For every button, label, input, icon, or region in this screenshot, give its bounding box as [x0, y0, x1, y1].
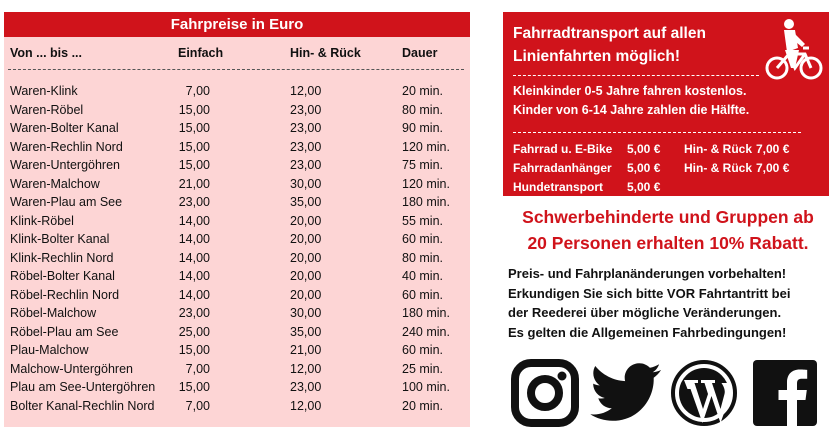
duration-cell: 180 min.: [402, 306, 450, 320]
table-row: [4, 249, 470, 268]
table-row: [4, 193, 470, 212]
notice-line: Es gelten die Allgemeinen Fahrbedingungen!: [508, 324, 787, 340]
route-cell: Klink-Rechlin Nord: [10, 250, 114, 265]
discount-line1: Schwerbehinderte und Gruppen ab: [522, 207, 814, 227]
return-price-cell: 30,00: [290, 306, 322, 320]
notice-line: der Reederei über mögliche Veränderungen.: [508, 305, 782, 320]
table-row: [4, 323, 470, 342]
single-price-cell: 15,00: [178, 102, 210, 117]
header-duration: Dauer: [402, 46, 438, 60]
duration-cell: 60 min.: [402, 232, 443, 246]
duration-cell: 80 min.: [402, 102, 443, 117]
child-info: Kinder von 6-14 Jahre zahlen die Hälfte.: [513, 103, 750, 117]
route-cell: Röbel-Malchow: [10, 306, 97, 320]
route-cell: Bolter Kanal-Rechlin Nord: [10, 398, 155, 413]
duration-cell: 80 min.: [402, 250, 443, 265]
single-price-cell: 23,00: [178, 195, 210, 209]
route-cell: Plau-Malchow: [10, 343, 89, 357]
route-cell: Klink-Bolter Kanal: [10, 232, 110, 246]
box-divider: [513, 132, 801, 133]
single-price-cell: 7,00: [185, 84, 210, 98]
table-row: [4, 101, 470, 120]
return-price-cell: 35,00: [290, 195, 322, 209]
route-cell: Waren-Klink: [10, 84, 78, 98]
table-row: [4, 304, 470, 323]
route-cell: Röbel-Rechlin Nord: [10, 287, 120, 302]
duration-cell: 60 min.: [402, 287, 443, 302]
route-cell: Waren-Bolter Kanal: [10, 121, 119, 135]
bike-transport-title-line2: Linienfahrten möglich!: [513, 48, 681, 65]
duration-cell: 120 min.: [402, 176, 450, 191]
duration-cell: 120 min.: [402, 139, 450, 154]
route-cell: Waren-Untergöhren: [10, 158, 121, 172]
duration-cell: 25 min.: [402, 361, 443, 376]
return-price-cell: 21,00: [290, 343, 322, 357]
route-cell: Klink-Röbel: [10, 213, 74, 228]
return-price-cell: 23,00: [290, 102, 322, 117]
route-cell: Plau am See-Untergöhren: [10, 380, 156, 394]
return-price-cell: 30,00: [290, 176, 322, 191]
single-price-cell: 14,00: [178, 269, 210, 283]
table-row: [4, 138, 470, 157]
bike-return-label: Hin- & Rück: [684, 142, 753, 156]
notice-line: Preis- und Fahrplanänderungen vorbehalten!: [508, 266, 787, 281]
table-row: [4, 267, 470, 286]
duration-cell: 40 min.: [402, 269, 443, 283]
table-row: [4, 230, 470, 249]
return-price-cell: 12,00: [290, 361, 322, 376]
trailer-price: 5,00 €: [627, 161, 661, 175]
route-cell: Malchow-Untergöhren: [10, 361, 133, 376]
single-price-cell: 23,00: [178, 306, 210, 320]
single-price-cell: 21,00: [178, 176, 210, 191]
table-row: [4, 156, 470, 175]
wordpress-icon[interactable]: [670, 358, 738, 428]
duration-cell: 75 min.: [402, 158, 443, 172]
twitter-icon[interactable]: [589, 358, 663, 428]
route-cell: Waren-Plau am See: [10, 195, 123, 209]
toddler-info: Kleinkinder 0-5 Jahre fahren kostenlos.: [513, 84, 747, 98]
bike-price: 5,00 €: [627, 142, 661, 156]
trailer-price-label: Fahrradanhänger: [513, 161, 612, 175]
dog-price-label: Hundetransport: [513, 180, 603, 194]
duration-cell: 180 min.: [402, 195, 450, 209]
route-cell: Röbel-Plau am See: [10, 324, 119, 339]
price-rows: [4, 82, 470, 415]
route-cell: Waren-Malchow: [10, 176, 100, 191]
return-price-cell: 20,00: [290, 287, 322, 302]
return-price-cell: 20,00: [290, 232, 322, 246]
table-row: [4, 286, 470, 305]
route-cell: Waren-Röbel: [10, 102, 84, 117]
single-price-cell: 7,00: [185, 361, 210, 376]
table-row: [4, 175, 470, 194]
return-price-cell: 23,00: [290, 121, 322, 135]
instagram-icon[interactable]: [511, 358, 579, 428]
box-divider: [513, 75, 759, 76]
table-row: [4, 119, 470, 138]
single-price-cell: 14,00: [178, 250, 210, 265]
price-table: [4, 12, 470, 427]
table-row: [4, 378, 470, 397]
return-price-cell: 12,00: [290, 398, 322, 413]
return-price-cell: 20,00: [290, 213, 322, 228]
header-single: Einfach: [178, 46, 224, 60]
return-price-cell: 35,00: [290, 324, 322, 339]
header-divider: [8, 69, 464, 70]
duration-cell: 20 min.: [402, 84, 443, 98]
bike-return-price: 7,00 €: [756, 142, 790, 156]
single-price-cell: 14,00: [178, 287, 210, 302]
bike-price-label: Fahrrad u. E-Bike: [513, 142, 613, 156]
duration-cell: 55 min.: [402, 213, 443, 228]
price-table-title: Fahrpreise in Euro: [4, 12, 470, 37]
bike-transport-title-line1: Fahrradtransport auf allen: [513, 25, 706, 42]
duration-cell: 240 min.: [402, 324, 450, 339]
bike-transport-title: [513, 22, 706, 68]
duration-cell: 100 min.: [402, 380, 450, 394]
return-price-cell: 12,00: [290, 84, 322, 98]
notice-line: Erkundigen Sie sich bitte VOR Fahrtantritt bei: [508, 285, 791, 301]
change-notice: [508, 264, 830, 342]
table-row: [4, 212, 470, 231]
return-price-cell: 23,00: [290, 380, 322, 394]
header-route: Von ... bis ...: [10, 46, 82, 60]
single-price-cell: 15,00: [178, 343, 210, 357]
single-price-cell: 15,00: [178, 380, 210, 394]
discount-notice: [507, 204, 829, 256]
duration-cell: 20 min.: [402, 398, 443, 413]
table-row: [4, 397, 470, 416]
table-row: [4, 360, 470, 379]
return-price-cell: 20,00: [290, 269, 322, 283]
bike-transport-box: [503, 12, 829, 196]
cyclist-icon: [765, 18, 823, 82]
trailer-return-price: 7,00 €: [756, 161, 790, 175]
single-price-cell: 7,00: [185, 398, 210, 413]
dog-price: 5,00 €: [627, 180, 661, 194]
duration-cell: 60 min.: [402, 343, 443, 357]
table-row: [4, 341, 470, 360]
facebook-icon[interactable]: [751, 358, 819, 428]
duration-cell: 90 min.: [402, 121, 443, 135]
return-price-cell: 23,00: [290, 139, 322, 154]
single-price-cell: 15,00: [178, 121, 210, 135]
route-cell: Waren-Rechlin Nord: [10, 139, 123, 154]
return-price-cell: 20,00: [290, 250, 322, 265]
discount-line2: 20 Personen erhalten 10% Rabatt.: [527, 233, 809, 253]
table-row: [4, 82, 470, 101]
single-price-cell: 14,00: [178, 232, 210, 246]
trailer-return-label: Hin- & Rück: [684, 161, 753, 175]
route-cell: Röbel-Bolter Kanal: [10, 269, 115, 283]
single-price-cell: 14,00: [178, 213, 210, 228]
return-price-cell: 23,00: [290, 158, 322, 172]
single-price-cell: 25,00: [178, 324, 210, 339]
single-price-cell: 15,00: [178, 158, 210, 172]
single-price-cell: 15,00: [178, 139, 210, 154]
header-return: Hin- & Rück: [290, 46, 361, 60]
